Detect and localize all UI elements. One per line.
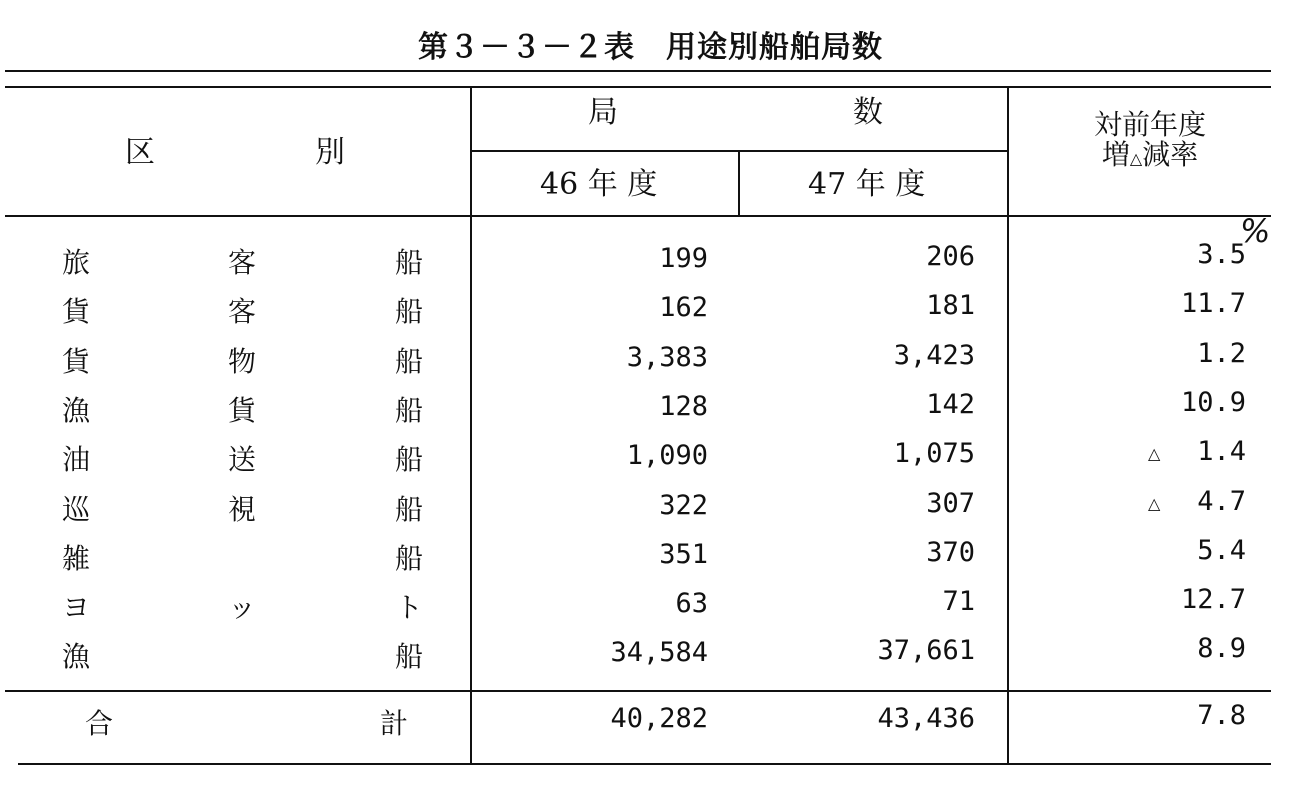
rate-column-divider (1007, 86, 1009, 763)
row-y46: 128 (659, 391, 708, 422)
row-label-3: 船 (395, 542, 424, 575)
row-label-1: 漁 (62, 640, 91, 673)
row-y46: 3,383 (626, 342, 708, 373)
row-rate: 1.2 (1197, 338, 1246, 369)
row-label-2: 客 (228, 295, 257, 328)
decrease-triangle-icon: △ (1148, 494, 1161, 513)
row-y47: 3,423 (893, 340, 975, 371)
row-y47: 37,661 (877, 635, 975, 666)
decrease-triangle-icon: △ (1129, 149, 1143, 168)
row-rate: 12.7 (1180, 584, 1246, 615)
total-label-2: 計 (380, 707, 409, 740)
row-label-3: 船 (395, 345, 424, 378)
rate-header-increase: 増 (1101, 138, 1130, 171)
row-label-2: 貨 (228, 394, 257, 427)
rate-header (1050, 110, 1250, 174)
row-label-2: 客 (228, 246, 257, 279)
row-label-1: 巡 (62, 493, 91, 526)
header-bottom-border (5, 215, 1271, 217)
row-rate: 10.9 (1180, 387, 1246, 418)
row-label-3: 船 (395, 394, 424, 427)
percent-unit: % (1240, 212, 1271, 250)
row-label-1: 雑 (62, 542, 91, 575)
row-label-3: 船 (395, 295, 424, 328)
row-y47: 142 (926, 389, 975, 420)
row-y47: 1,075 (893, 438, 975, 469)
row-rate: 3.5 (1197, 239, 1246, 270)
total-label-1: 合 (85, 707, 114, 740)
row-rate: 4.7 (1197, 486, 1246, 517)
category-header: 区 別 (125, 135, 353, 170)
decrease-triangle-icon: △ (1148, 444, 1161, 463)
rate-header-decrease: 減率 (1142, 138, 1199, 171)
year46-header: 46 年 度 (540, 167, 658, 202)
row-y47: 206 (926, 241, 975, 272)
count-header-right: 数 (853, 95, 883, 130)
row-label-2: ッ (228, 591, 257, 624)
total-y46: 40,282 (610, 703, 708, 734)
page-title: 第３－３－２表 用途別船舶局数 (418, 30, 883, 65)
row-y47: 71 (942, 586, 975, 617)
year-column-divider (738, 150, 740, 215)
row-y47: 181 (926, 290, 975, 321)
row-y46: 162 (659, 292, 708, 323)
count-header-left: 局 (588, 95, 618, 130)
row-y46: 34,584 (610, 637, 708, 668)
row-label-2: 送 (228, 443, 257, 476)
row-y46: 1,090 (626, 440, 708, 471)
row-label-1: 貨 (62, 295, 91, 328)
row-rate: 8.9 (1197, 633, 1246, 664)
row-y46: 351 (659, 539, 708, 570)
row-label-3: 船 (395, 246, 424, 279)
row-label-1: 旅 (62, 246, 91, 279)
row-rate: 5.4 (1197, 535, 1246, 566)
row-label-1: 貨 (62, 345, 91, 378)
row-y46: 63 (675, 588, 708, 619)
count-header-divider (472, 150, 1008, 152)
row-label-3: 船 (395, 493, 424, 526)
row-y47: 307 (926, 488, 975, 519)
row-y47: 370 (926, 537, 975, 568)
table-top-border-inner (5, 86, 1271, 88)
row-label-3: 船 (395, 443, 424, 476)
row-label-3: 船 (395, 640, 424, 673)
table-top-border (5, 70, 1271, 72)
row-rate: 1.4 (1197, 436, 1246, 467)
row-label-1: 漁 (62, 394, 91, 427)
total-top-border (5, 690, 1271, 692)
row-y46: 322 (659, 490, 708, 521)
row-label-1: ヨ (62, 591, 91, 624)
row-label-1: 油 (62, 443, 91, 476)
total-rate: 7.8 (1197, 700, 1246, 731)
rate-header-line2 (1050, 140, 1250, 174)
row-label-3: ト (395, 591, 424, 624)
rate-header-line1: 対前年度 (1093, 108, 1206, 141)
row-label-2: 視 (228, 493, 257, 526)
table-bottom-border (18, 763, 1271, 765)
category-column-divider (470, 86, 472, 763)
row-y46: 199 (659, 243, 708, 274)
total-y47: 43,436 (877, 703, 975, 734)
year47-header: 47 年 度 (808, 167, 926, 202)
row-rate: 11.7 (1180, 288, 1246, 319)
row-label-2: 物 (228, 345, 257, 378)
